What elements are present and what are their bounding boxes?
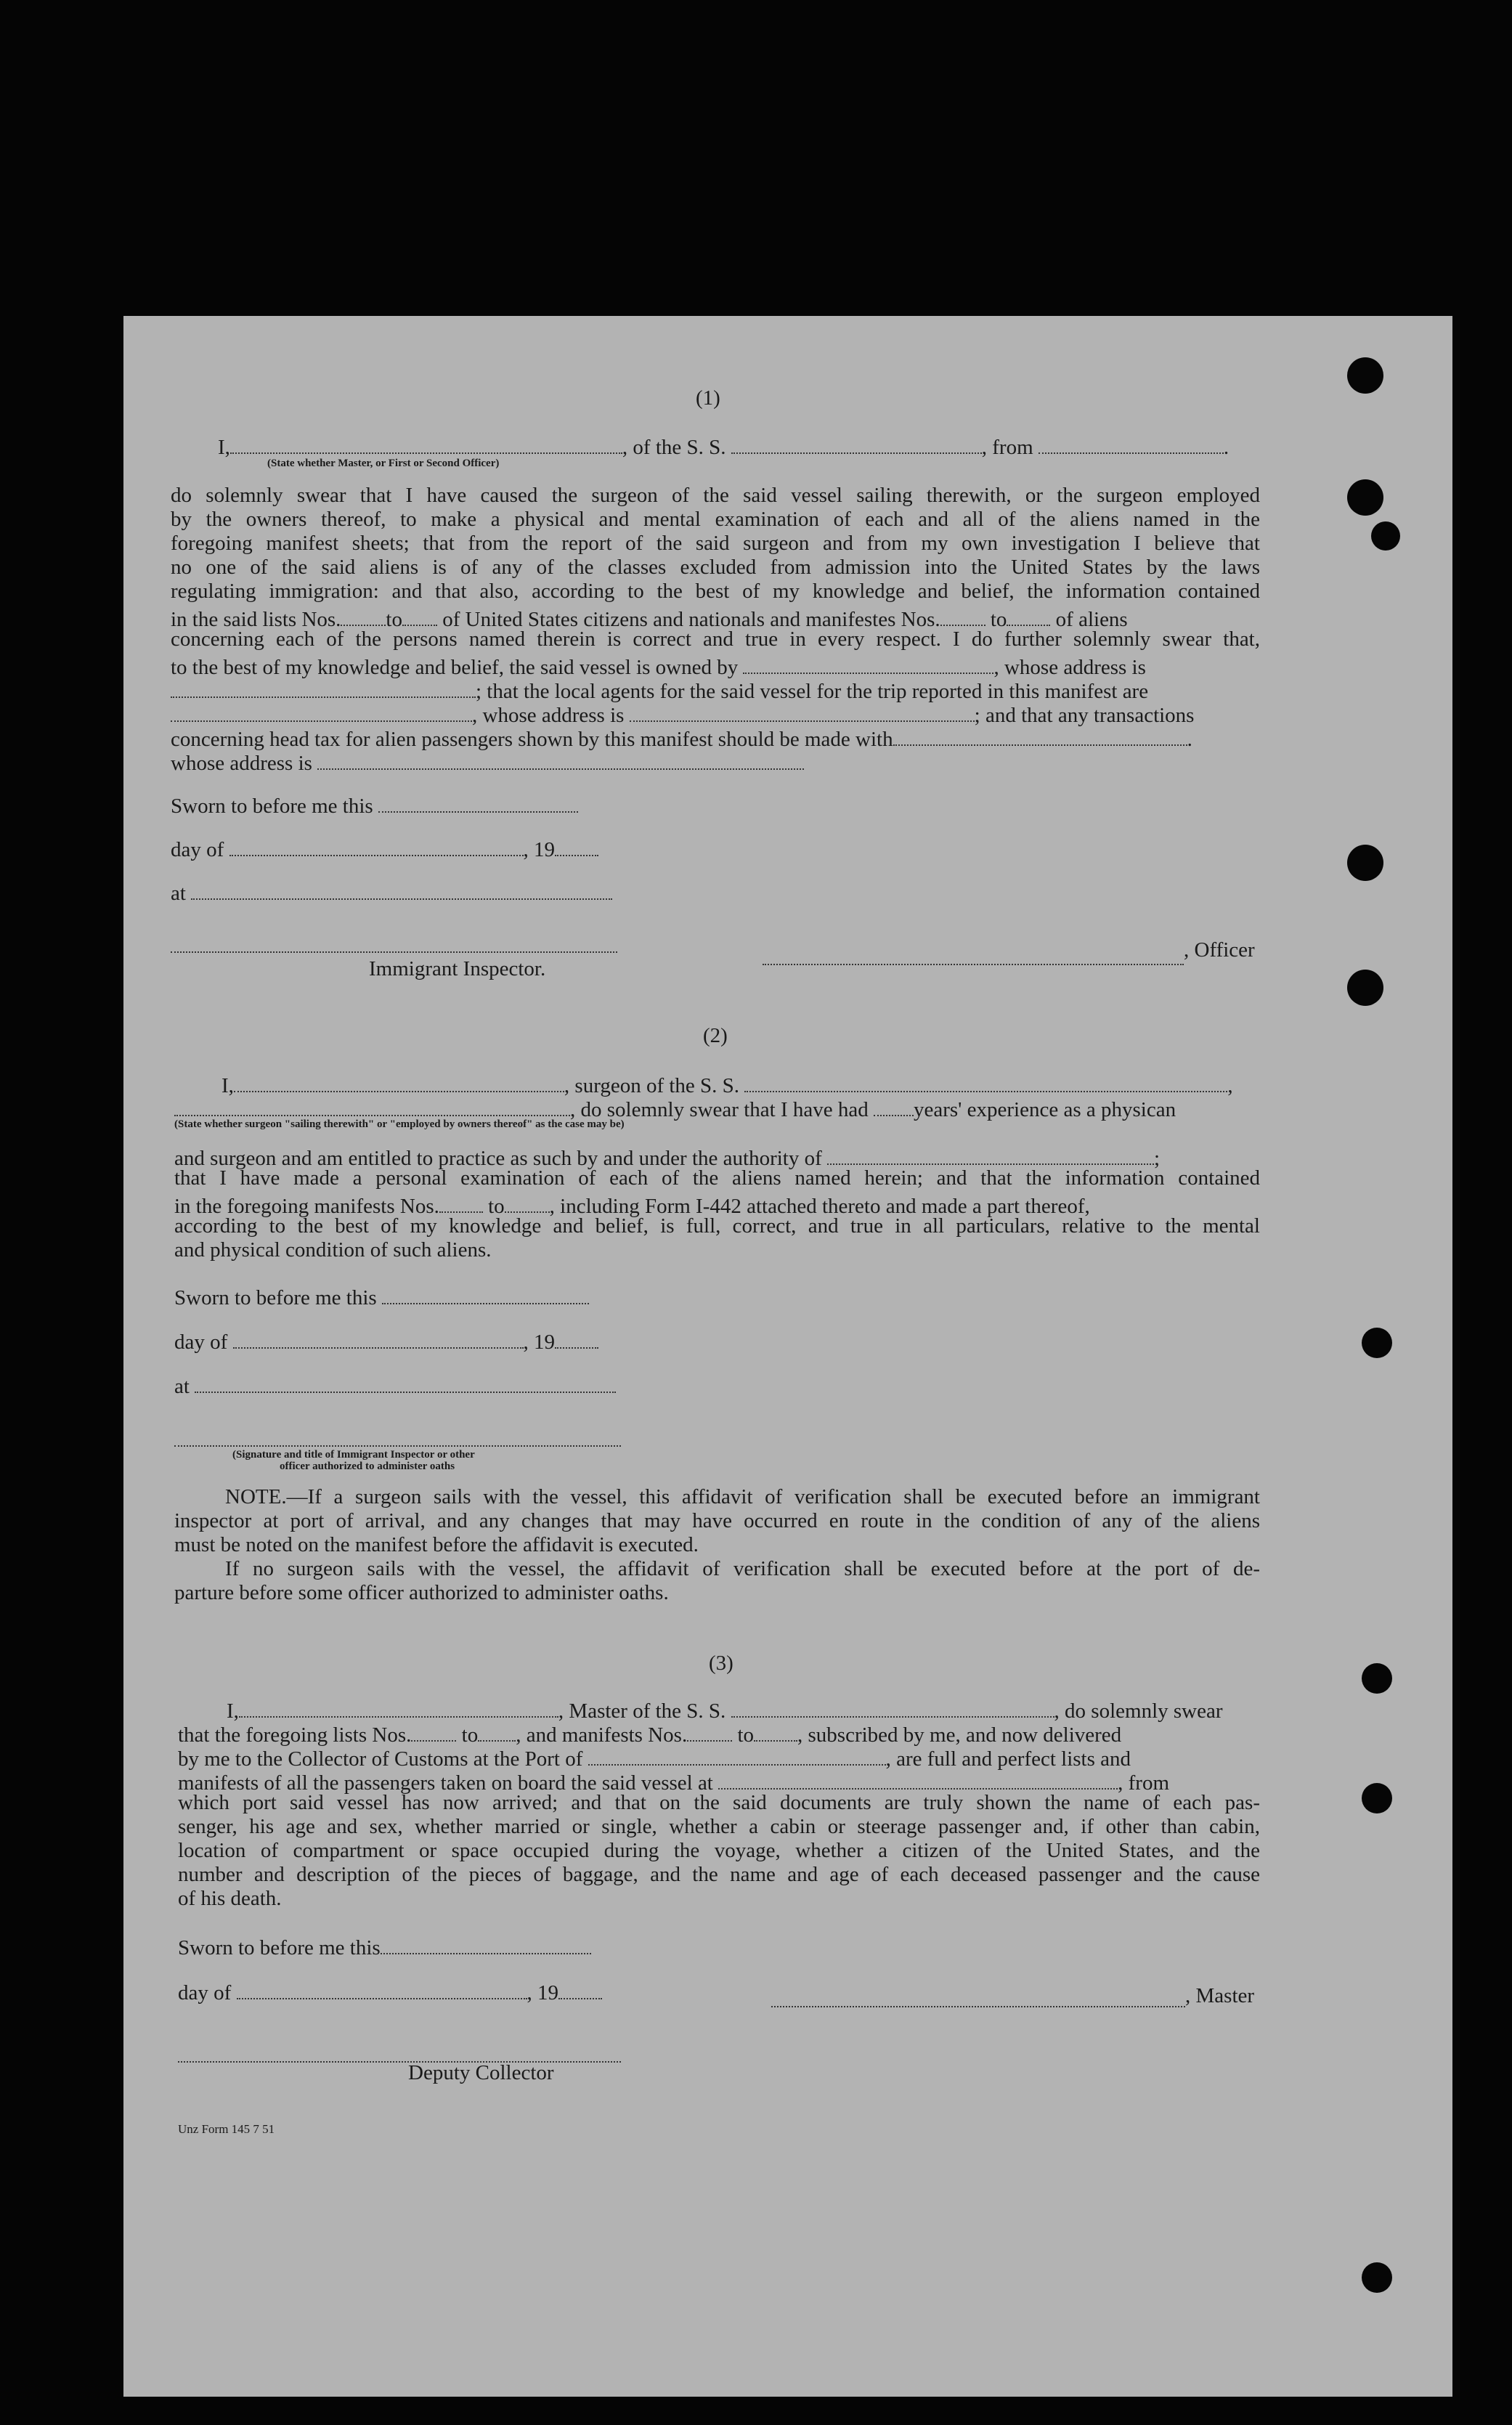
ship-name-field[interactable] <box>731 431 982 454</box>
s2-body-4: that I have made a personal examination of each of the aliens named herein; and that the information contained <box>174 1166 1260 1190</box>
note-1-line-2: inspector at port of arrival, and any changes that may have occurred en route in the condition of any of the aliens <box>174 1509 1260 1532</box>
punch-hole <box>1362 2262 1392 2293</box>
text: , from <box>981 436 1033 459</box>
head-tax-address-field[interactable] <box>317 747 804 770</box>
text: , whose address is <box>993 656 1146 679</box>
note-2-line-1: If no surgeon sails with the vessel, the affidavit of verification shall be executed before at the port of de- <box>225 1557 1260 1580</box>
s2-note: (State whether surgeon "sailing therewith" or "employed by owners thereof" as the case may be) <box>174 1118 625 1130</box>
s3-body-9: of his death. <box>178 1887 282 1910</box>
master-signature-line[interactable] <box>771 2004 1185 2007</box>
s1-note: (State whether Master, or First or Second Officer) <box>267 458 500 469</box>
s2-body-6: according to the best of my knowledge and belief, is full, correct, and true in all particulars, relative to the mental <box>174 1214 1260 1238</box>
text: , surgeon of the S. S. <box>564 1074 740 1097</box>
text: of United States citizens and nationals and manifestes Nos. <box>442 608 940 631</box>
text: , including Form I-442 attached thereto and made a part thereof, <box>549 1195 1090 1218</box>
s3-manifest-from-field[interactable] <box>687 1719 732 1742</box>
s3-list-to-field[interactable] <box>478 1719 516 1742</box>
list-from-field[interactable] <box>341 604 386 626</box>
text: I, <box>218 436 230 459</box>
s2-at <box>174 1370 616 1399</box>
s3-sworn-year-field[interactable] <box>558 1977 602 1999</box>
sworn-month-field[interactable] <box>229 834 524 856</box>
text: concerning head tax for alien passengers shown by this manifest should be made with <box>171 728 893 751</box>
sworn-place-field[interactable] <box>191 877 612 900</box>
note-1-line-3: must be noted on the manifest before the affidavit is executed. <box>174 1533 699 1556</box>
text: , do solemnly swear <box>1054 1699 1223 1723</box>
s2-sworn <box>174 1282 589 1310</box>
text: years' experience as a physican <box>913 1098 1176 1121</box>
s3-body-5: which port said vessel has now arrived; and that on the said documents are truly shown the name of each pas- <box>178 1791 1260 1814</box>
s1-officer: , Officer <box>1184 938 1255 962</box>
text: in the foregoing manifests Nos. <box>174 1195 439 1218</box>
text: ; and that any transactions <box>974 704 1195 727</box>
s3-dayof <box>178 1977 602 2005</box>
note-2-line-2: parture before some officer authorized to administer oaths. <box>174 1581 669 1604</box>
text: to <box>386 608 402 631</box>
form-number: Unz Form 145 7 51 <box>178 2122 275 2136</box>
punch-hole <box>1362 1783 1392 1813</box>
s2-manifest-from-field[interactable] <box>439 1190 483 1213</box>
text: manifests of all the passengers taken on board the said vessel at <box>178 1771 713 1795</box>
surgeon-status-field[interactable] <box>174 1094 570 1116</box>
s3-body-6: senger, his age and sex, whether married or single, whether a cabin or steerage passenger and, if other than cabin, <box>178 1815 1260 1838</box>
text: , subscribed by me, and now delivered <box>797 1723 1122 1747</box>
text: , are full and perfect lists and <box>885 1747 1131 1771</box>
s3-manifest-to-field[interactable] <box>754 1719 797 1742</box>
s3-body-7: location of compartment or space occupied during the voyage, whether a citizen of the United States, and the <box>178 1839 1260 1862</box>
text: day of <box>171 838 224 861</box>
text: , 19 <box>523 1331 556 1354</box>
s1-line-1: I, , of the S. S. , from . <box>218 431 1229 460</box>
s3-ship-field[interactable] <box>731 1695 1054 1718</box>
section-2-number: (2) <box>703 1024 728 1047</box>
s1-body-5: regulating immigration: and that also, according to the best of my knowledge and belief, the information contained <box>171 580 1260 603</box>
text: , and manifests Nos. <box>516 1723 688 1747</box>
text: ; that the local agents for the said vessel for the trip reported in this manifest are <box>476 680 1149 703</box>
manifest-to-field[interactable] <box>1007 604 1050 626</box>
owner-field[interactable] <box>743 651 993 674</box>
punch-hole <box>1362 1328 1392 1358</box>
s3-collector: Deputy Collector <box>408 2061 554 2084</box>
s1-at <box>171 877 612 906</box>
text: , Master of the S. S. <box>558 1699 726 1723</box>
s1-inspector: Immigrant Inspector. <box>369 957 546 980</box>
punch-hole <box>1362 1663 1392 1694</box>
sworn-day-field[interactable] <box>378 790 578 813</box>
s2-sworn-place-field[interactable] <box>195 1370 616 1393</box>
text: to <box>461 1723 479 1747</box>
s2-line-3: and surgeon and am entitled to practice as such by and under the authority of ; <box>174 1142 1160 1171</box>
authority-field[interactable] <box>827 1142 1154 1165</box>
text: that the foregoing lists Nos. <box>178 1723 412 1747</box>
note-1-line-1: NOTE.—If a surgeon sails with the vessel, this affidavit of verification shall be executed before an immigrant <box>225 1485 1260 1508</box>
text: to <box>488 1195 505 1218</box>
manifest-from-field[interactable] <box>940 604 985 626</box>
s3-sworn-day-field[interactable] <box>381 1932 591 1954</box>
text: at <box>174 1375 190 1398</box>
text: at <box>171 882 186 905</box>
head-tax-field[interactable] <box>893 723 1187 746</box>
text: , of the S. S. <box>622 436 726 459</box>
s1-body-3: foregoing manifest sheets; that from the report of the said surgeon and from my own investigation I believe that <box>171 532 1260 555</box>
s1-line-12: concerning head tax for alien passengers shown by this manifest should be made with . <box>171 723 1192 752</box>
s2-dayof <box>174 1326 598 1354</box>
master-name-field[interactable] <box>230 431 622 454</box>
text: and surgeon and am entitled to practice as such by and under the authority of <box>174 1147 822 1170</box>
text: day of <box>178 1981 232 2004</box>
from-port-field[interactable] <box>1039 431 1224 454</box>
s3-master: , Master <box>1185 1984 1255 2007</box>
officer-signature-line[interactable] <box>763 962 1184 965</box>
text: , 19 <box>523 838 556 861</box>
s2-sworn-day-field[interactable] <box>382 1282 589 1304</box>
s1-line-13 <box>171 747 804 776</box>
s1-body-4: no one of the said aliens is of any of the classes excluded from admission into the United States by the laws <box>171 556 1260 579</box>
sworn-year-field[interactable] <box>555 834 598 856</box>
text: in the said lists Nos. <box>171 608 341 631</box>
text: Sworn to before me this <box>178 1936 381 1959</box>
s2-sig-note-2: officer authorized to administer oaths <box>280 1461 455 1472</box>
s2-line-1: I, , surgeon of the S. S. , <box>221 1070 1233 1098</box>
text: , do solemnly swear that I have had <box>570 1098 869 1121</box>
s3-body-8: number and description of the pieces of baggage, and the name and age of each deceased passenger and the cause <box>178 1863 1260 1886</box>
s2-sworn-month-field[interactable] <box>233 1326 524 1349</box>
years-experience-field[interactable] <box>874 1094 914 1116</box>
s3-sworn <box>178 1932 591 1960</box>
text: I, <box>221 1074 234 1097</box>
s1-body-2: by the owners thereof, to make a physical and mental examination of each and all of the aliens named in the <box>171 508 1260 531</box>
s2-ship-field[interactable] <box>744 1070 1227 1092</box>
agents-field[interactable] <box>171 699 472 722</box>
s2-sworn-year-field[interactable] <box>555 1326 598 1349</box>
s3-sworn-month-field[interactable] <box>237 1977 527 1999</box>
section-1-number: (1) <box>696 386 720 410</box>
text: to the best of my knowledge and belief, the said vessel is owned by <box>171 656 739 679</box>
s1-dayof <box>171 834 598 862</box>
s3-list-from-field[interactable] <box>411 1719 456 1742</box>
s1-sworn <box>171 790 578 819</box>
text: Sworn to before me this <box>171 795 373 818</box>
text: whose address is <box>171 752 312 775</box>
owner-address-field[interactable] <box>171 675 476 698</box>
s2-body-7: and physical condition of such aliens. <box>174 1238 492 1262</box>
section-3-number: (3) <box>709 1652 733 1675</box>
punch-hole <box>1347 479 1383 516</box>
punch-hole <box>1347 845 1383 881</box>
collector-signature-line[interactable] <box>178 2060 621 2063</box>
surgeon-name-field[interactable] <box>234 1070 564 1092</box>
text: by me to the Collector of Customs at the Port of <box>178 1747 583 1771</box>
s1-body-8: concerning each of the persons named therein is correct and true in every respect. I do further solemnly swear that, <box>171 627 1260 651</box>
list-to-field[interactable] <box>402 604 437 626</box>
boarding-port-field[interactable] <box>718 1767 1118 1790</box>
text: , 19 <box>527 1981 559 2004</box>
punch-hole <box>1371 521 1400 551</box>
s2-sig-note-1: (Signature and title of Immigrant Inspector or other <box>232 1449 475 1461</box>
punch-hole <box>1347 357 1383 394</box>
text: I, <box>227 1699 239 1723</box>
port-field[interactable] <box>588 1743 886 1766</box>
agents-address-field[interactable] <box>630 699 975 722</box>
text: to <box>990 608 1007 631</box>
inspector-signature-line[interactable] <box>171 950 617 953</box>
text: day of <box>174 1331 228 1354</box>
text: of aliens <box>1055 608 1128 631</box>
s1-body-1: do solemnly swear that I have caused the surgeon of the said vessel sailing therewith, or the surgeon employed <box>171 484 1260 507</box>
punch-hole <box>1347 970 1383 1006</box>
s2-manifest-to-field[interactable] <box>505 1190 550 1213</box>
s3-master-name-field[interactable] <box>239 1695 558 1718</box>
s2-signature-line[interactable] <box>174 1444 621 1447</box>
text: , whose address is <box>472 704 625 727</box>
text: , from <box>1118 1771 1169 1795</box>
text: Sworn to before me this <box>174 1286 377 1309</box>
text: to <box>737 1723 755 1747</box>
